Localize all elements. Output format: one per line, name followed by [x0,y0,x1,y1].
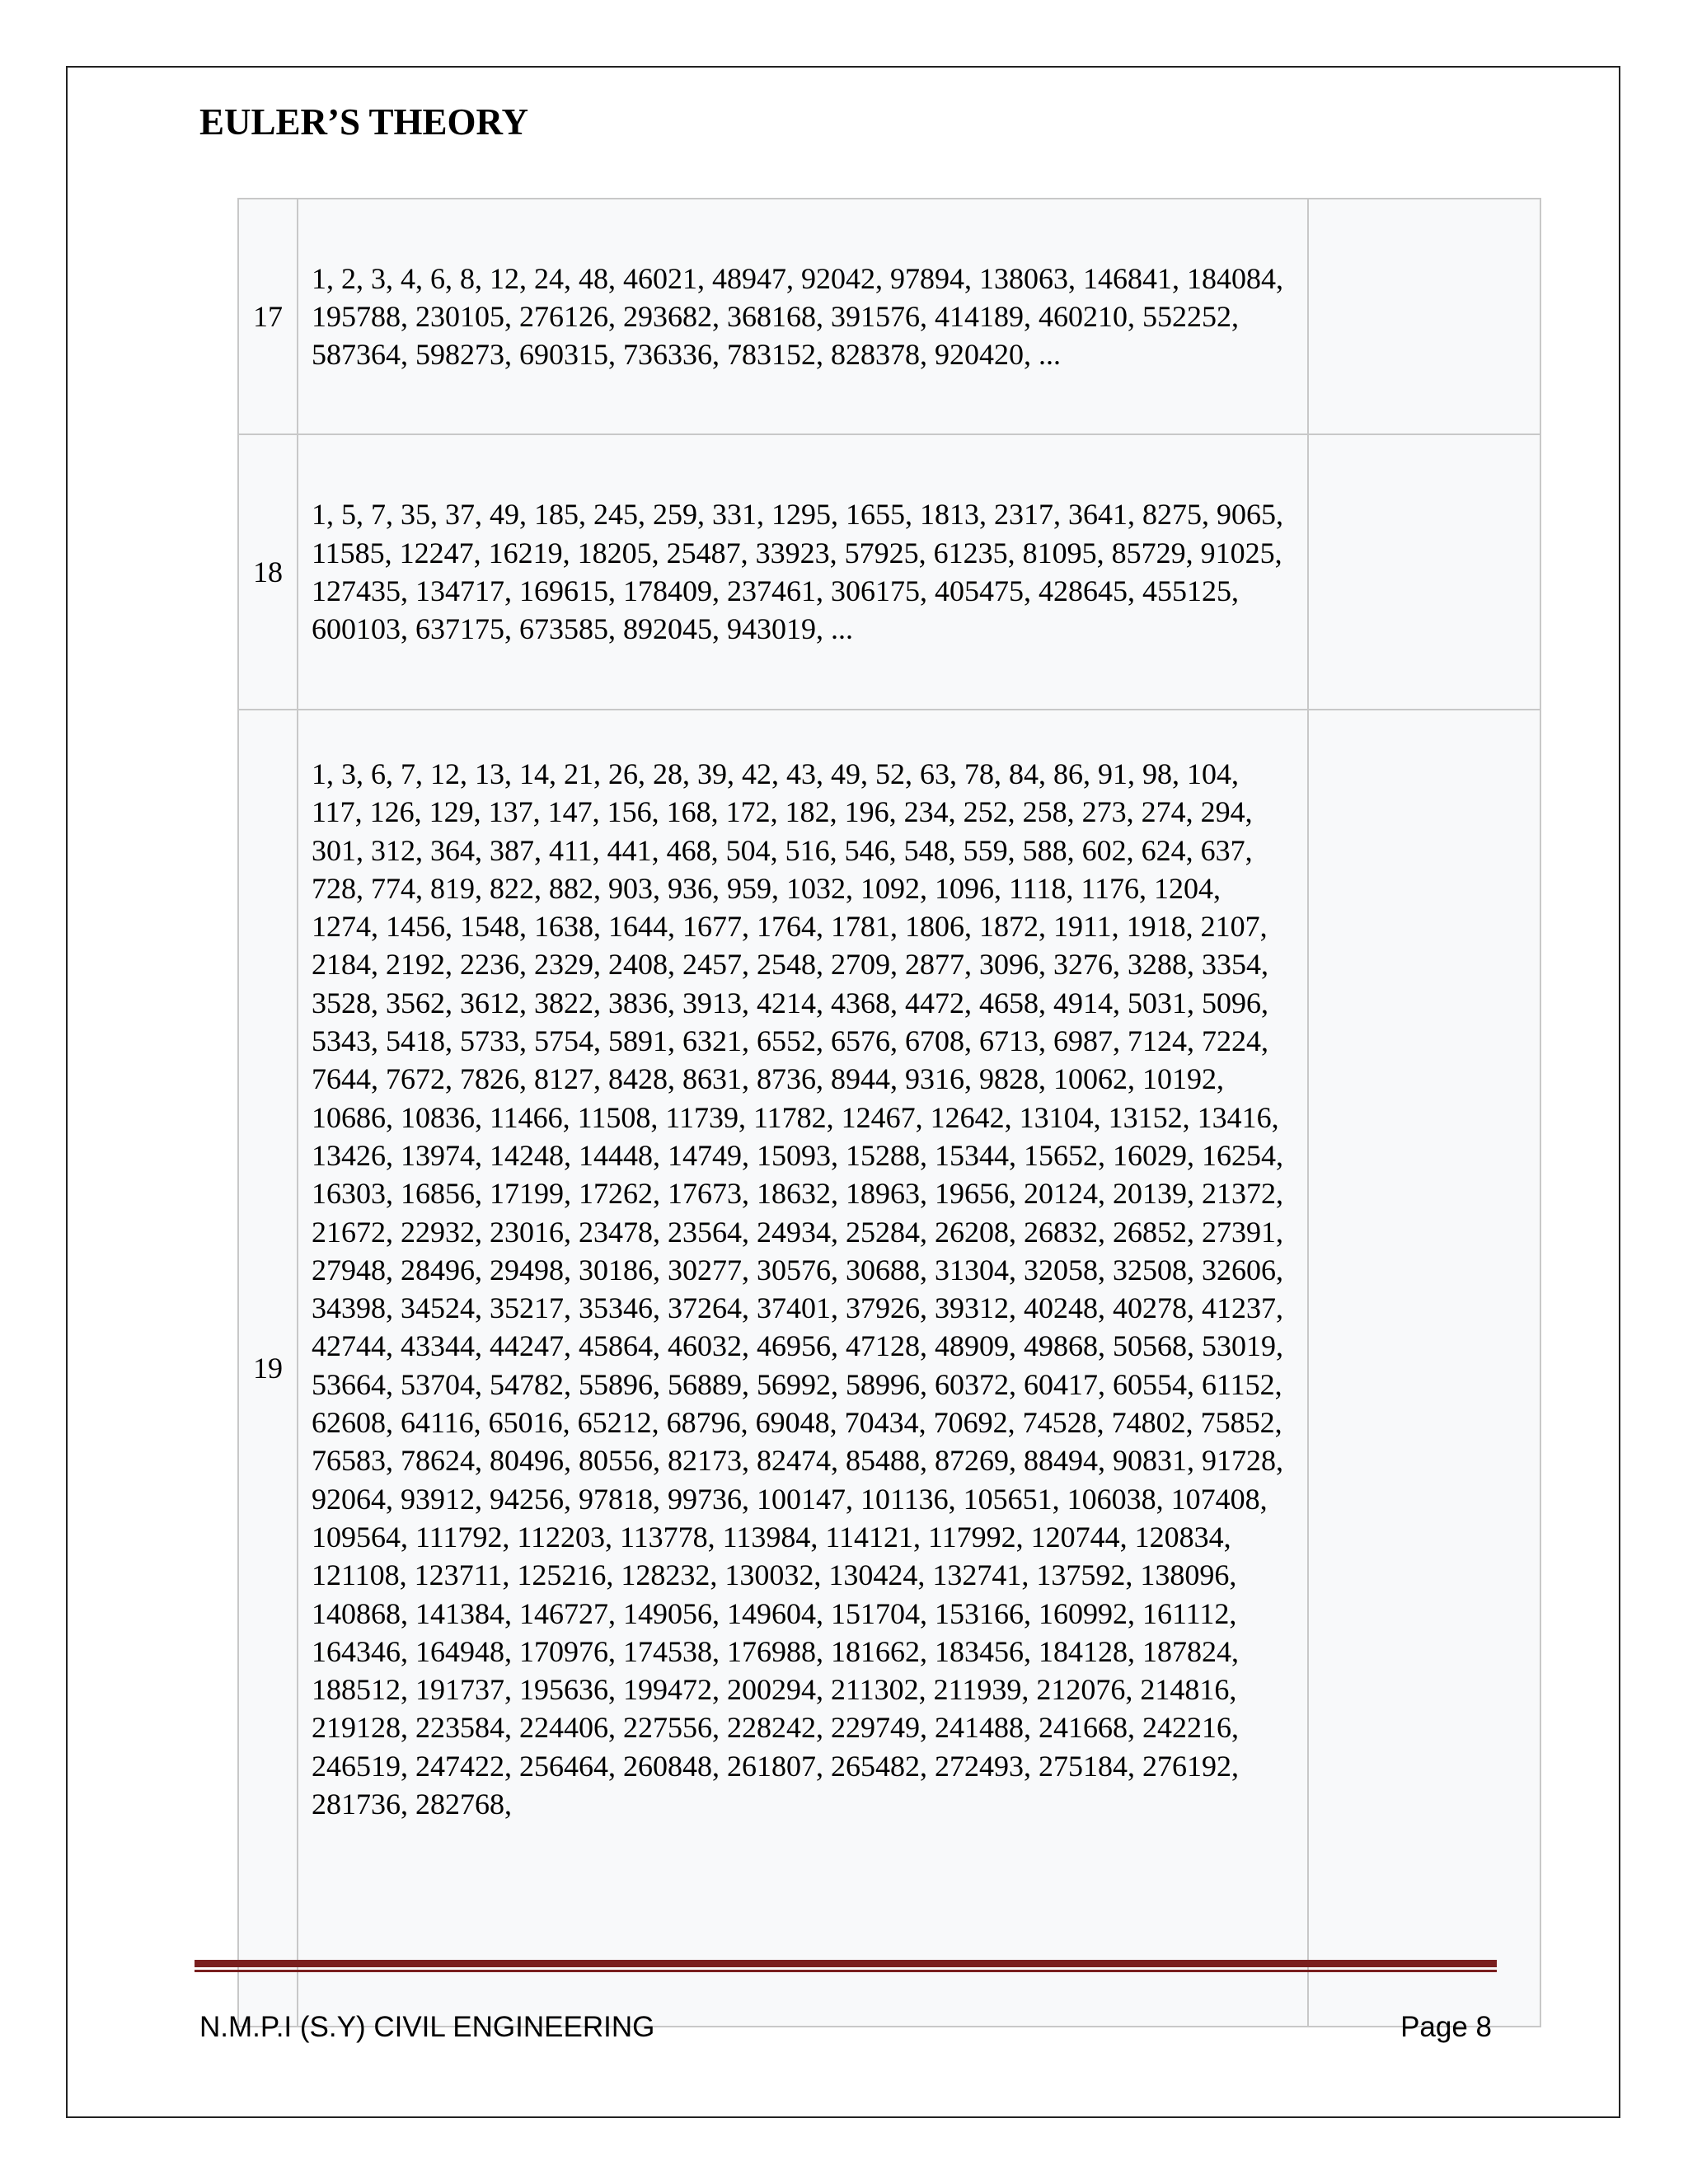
row-number: 18 [238,434,298,710]
sequence-cell: 1, 5, 7, 35, 37, 49, 185, 245, 259, 331, 1295, 1655, 1813, 2317, 3641, 8275, 9065, 11585, 12247, 16219, 18205, 25487, 33923, 57925, 61235, 81095, 85729, 91025, 127435, 134717, 169615, 178409, 237461, 306175, 405475, 428645, 455125, 600103, 637175, 673585, 892045, 943019, ... [298,434,1308,710]
empty-cell [1308,710,1540,2027]
table-row [238,199,1540,434]
footer-rule-thin [195,1970,1497,1972]
row-number: 19 [238,710,298,2027]
sequence-cell: 1, 2, 3, 4, 6, 8, 12, 24, 48, 46021, 48947, 92042, 97894, 138063, 146841, 184084, 195788, 230105, 276126, 293682, 368168, 391576, 414189, 460210, 552252, 587364, 598273, 690315, 736336, 783152, 828378, 920420, ... [298,199,1308,434]
footer-rule [195,1960,1497,1972]
sequence-table [237,198,1541,2027]
footer-institution: N.M.P.I (S.Y) CIVIL ENGINEERING [199,2011,655,2043]
page-number: Page 8 [1400,2011,1492,2043]
page-title: EULER’S THEORY [199,101,528,143]
footer-rule-thick [195,1960,1497,1967]
row-number: 17 [238,199,298,434]
empty-cell [1308,199,1540,434]
sequence-cell: 1, 3, 6, 7, 12, 13, 14, 21, 26, 28, 39, 42, 43, 49, 52, 63, 78, 84, 86, 91, 98, 104, 117, 126, 129, 137, 147, 156, 168, 172, 182, 196, 234, 252, 258, 273, 274, 294, 301, 312, 364, 387, 411, 441, 468, 504, 516, 546, 548, 559, 588, 602, 624, 637, 728, 774, 819, 822, 882, 903, 936, 959, 1032, 1092, 1096, 1118, 1176, 1204, 1274, 1456, 1548, 1638, 1644, 1677, 1764, 1781, 1806, 1872, 1911, 1918, 2107, 2184, 2192, 2236, 2329, 2408, 2457, 2548, 2709, 2877, 3096, 3276, 3288, 3354, 3528, 3562, 3612, 3822, 3836, 3913, 4214, 4368, 4472, 4658, 4914, 5031, 5096, 5343, 5418, 5733, 5754, 5891, 6321, 6552, 6576, 6708, 6713, 6987, 7124, 7224, 7644, 7672, 7826, 8127, 8428, 8631, 8736, 8944, 9316, 9828, 10062, 10192, 10686, 10836, 11466, 11508, 11739, 11782, 12467, 12642, 13104, 13152, 13416, 13426, 13974, 14248, 14448, 14749, 15093, 15288, 15344, 15652, 16029, 16254, 16303, 16856, 17199, 17262, 17673, 18632, 18963, 19656, 20124, 20139, 21372, 21672, 22932, 23016, 23478, 23564, 24934, 25284, 26208, 26832, 26852, 27391, 27948, 28496, 29498, 30186, 30277, 30576, 30688, 31304, 32058, 32508, 32606, 34398, 34524, 35217, 35346, 37264, 37401, 37926, 39312, 40248, 40278, 41237, 42744, 43344, 44247, 45864, 46032, 46956, 47128, 48909, 49868, 50568, 53019, 53664, 53704, 54782, 55896, 56889, 56992, 58996, 60372, 60417, 60554, 61152, 62608, 64116, 65016, 65212, 68796, 69048, 70434, 70692, 74528, 74802, 75852, 76583, 78624, 80496, 80556, 82173, 82474, 85488, 87269, 88494, 90831, 91728, 92064, 93912, 94256, 97818, 99736, 100147, 101136, 105651, 106038, 107408, 109564, 111792, 112203, 113778, 113984, 114121, 117992, 120744, 120834, 121108, 123711, 125216, 128232, 130032, 130424, 132741, 137592, 138096, 140868, 141384, 146727, 149056, 149604, 151704, 153166, 160992, 161112, 164346, 164948, 170976, 174538, 176988, 181662, 183456, 184128, 187824, 188512, 191737, 195636, 199472, 200294, 211302, 211939, 212076, 214816, 219128, 223584, 224406, 227556, 228242, 229749, 241488, 241668, 242216, 246519, 247422, 256464, 260848, 261807, 265482, 272493, 275184, 276192, 281736, 282768, [298,710,1308,2027]
table-row [238,710,1540,2027]
empty-cell [1308,434,1540,710]
table-row [238,434,1540,710]
